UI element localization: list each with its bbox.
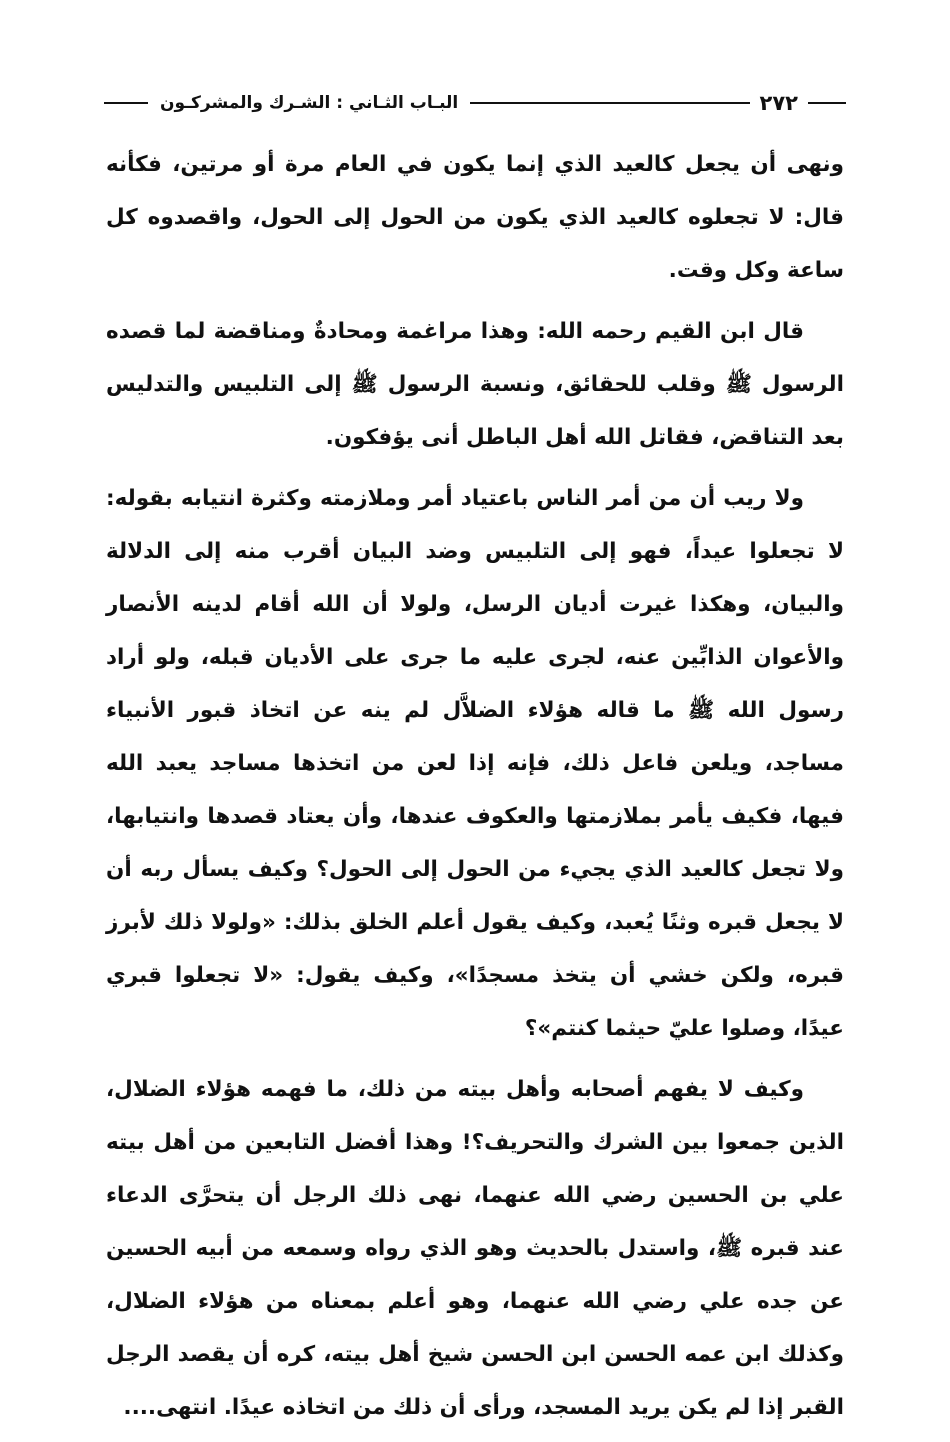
running-header [104, 86, 846, 120]
paragraph-4: وكيف لا يفهم أصحابه وأهل بيته من ذلك، ما فهمه هؤلاء الضلال، الذين جمعوا بين الشرك والتحريف؟! وهذا أفضل التابعين من أهل بيته علي بن الحسين رضي الله عنهما، نهى ذلك الرجل أن يتحرَّى الدعاء عند قبره ﷺ، واستدل بالحديث وهو الذي رواه وسمعه من أبيه الحسين عن جده علي رضي الله عنهما، وهو أعلم بمعناه من هؤلاء الضلال، وكذلك ابن عمه الحسن ابن الحسن شيخ أهل بيته، كره أن يقصد الرجل القبر إذا لم يكن يريد المسجد، ورأى أن ذلك من اتخاذه عيدًا. انتهى.... [106, 1077, 844, 1420]
page-number: ٢٧٢ [759, 91, 798, 115]
body-text [106, 138, 844, 1442]
header-rule-left [104, 102, 148, 104]
running-title: البـاب الثـاني : الشـرك والمشركـون [160, 93, 459, 113]
paragraph-1: ونهى أن يجعل كالعيد الذي إنما يكون في العام مرة أو مرتين، فكأنه قال: لا تجعلوه كالعيد الذي يكون من الحول إلى الحول، واقصدوه كل ساعة وكل وقت. [106, 152, 844, 283]
paragraph-2: قال ابن القيم رحمه الله: وهذا مراغمة ومحادةٌ ومناقضة لما قصده الرسول ﷺ وقلب للحقائق، ونسبة الرسول ﷺ إلى التلبيس والتدليس بعد التناقض، فقاتل الله أهل الباطل أنى يؤفكون. [106, 319, 844, 450]
paragraph-3: ولا ريب أن من أمر الناس باعتياد أمر وملازمته وكثرة انتيابه بقوله: لا تجعلوا عيداً، فهو إلى التلبيس وضد البيان أقرب منه إلى الدلالة والبيان، وهكذا غيرت أديان الرسل، ولولا أن الله أقام لدينه الأنصار والأعوان الذابِّين عنه، لجرى عليه ما جرى على الأديان قبله، ولو أراد رسول الله ﷺ ما قاله هؤلاء الضلاَّل لم ينه عن اتخاذ قبور الأنبياء مساجد، ويلعن فاعل ذلك، فإنه إذا لعن من اتخذها مساجد يعبد الله فيها، فكيف يأمر بملازمتها والعكوف عندها، وأن يعتاد قصدها وانتيابها، ولا تجعل كالعيد الذي يجيء من الحول إلى الحول؟ وكيف يسأل ربه أن لا يجعل قبره وثنًا يُعبد، وكيف يقول أعلم الخلق بذلك: «ولولا ذلك لأبرز قبره، ولكن خشي أن يتخذ مسجدًا»، وكيف يقول: «لا تجعلوا قبري عيدًا، وصلوا عليّ حيثما كنتم»؟ [106, 486, 844, 1041]
header-rule-middle [470, 102, 749, 104]
header-rule-right [808, 102, 846, 104]
